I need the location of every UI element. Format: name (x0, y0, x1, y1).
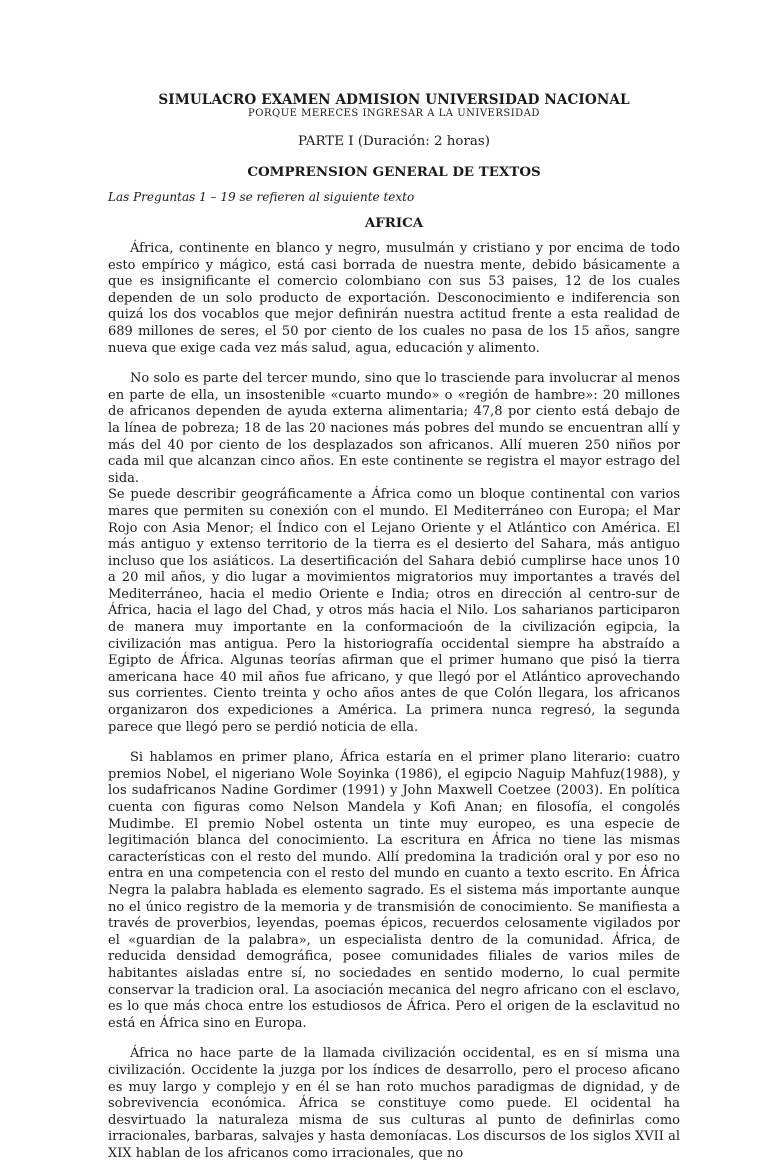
paragraph-3: Se puede describir geográficamente a África como un bloque continental con varios mares que permiten su conexión con el mundo. El Mediterráneo con Europa; el Mar Rojo con Asia Menor; el Índico con el Lejano Oriente y el Atlántico con América. El más antiguo y extenso territorio de la tierra es el desierto del Sahara, más antiguo incluso que los asiáticos. La desertificación del Sahara debió cumplirse hace unos 10 a 20 mil años, y dio lugar a movimientos migratorios muy importantes a través del Mediterráneo, hacia el medio Oriente e India; otros en dirección al centro-sur de África, hacia el lago del Chad, y otros más hacia el Nilo. Los saharianos participaron de manera muy importante en la conformacioón de la civilización egipcia, la civilización mas antigua. Pero la historiografía occidental siempre ha abstraído a Egipto de África. Algunas teorías afirman que el primer humano que pisó la tierra americana hace 40 mil años fue africano, y que llegó por el Atlántico aprovechando sus corrientes. Ciento treinta y ocho años antes de que Colón llegara, los africanos organizaron dos expediciones a América. La primera nunca regresó, la segunda parece que llegó pero se perdió noticia de ella. (108, 487, 680, 735)
exam-subtitle: PORQUE MERECES INGRESAR A LA UNIVERSIDAD (248, 108, 540, 119)
paragraph-4: Si hablamos en primer plano, África estaría en el primer plano literario: cuatro premios Nobel, el nigeriano Wole Soyinka (1986), el egipcio Naguip Mahfuz(1988), y los sudafricanos Nadine Gordimer (1991) y John Maxwell Coetzee (2003). En política cuenta con figuras como Nelson Mandela y Kofi Anan; en filosofía, el congolés Mudimbe. El premio Nobel ostenta un tinte muy europeo, es una especie de legitimación blanca del conocimiento. La escritura en África no tiene las mismas características con el resto del mundo. Allí predomina la tradición oral y por eso no entra en una competencia con el resto del mundo en cuanto a texto escrito. En África Negra la palabra hablada es elemento sagrado. Es el sistema más importante aunque no el único registro de la memoria y de transmisión de conocimiento. Se manifiesta a través de proverbios, leyendas, poemas épicos, recuerdos celosamente vigilados por el «guardian de la palabra», un especialista dentro de la comunidad. África, de reducida densidad demográfica, posee comunidades filiales de varios miles de habitantes aisladas entre sí, no sociedades en sentido moderno, lo cual permite conservar la tradicion oral. La asociación mecanica del negro africano con el esclavo, es lo que más choca entre los estudiosos de África. Pero el origen de la esclavitud no está en África sino en Europa. (108, 750, 680, 1031)
paragraph-1: África, continente en blanco y negro, musulmán y cristiano y por encima de todo esto empírico y mágico, está casi borrada de nuestra mente, debido básicamente a que es insignificante el comercio colombiano con sus 53 paises, 12 de los cuales dependen de un solo producto de exportación. Desconocimiento e indiferencia son quizá los dos vocablos que mejor definirán nuestra actitud frente a esta realidad de 689 millones de seres, el 50 por ciento de los cuales no pasa de los 15 años, sangre nueva que exige cada vez más salud, agua, educación y alimento. (108, 241, 680, 356)
part-heading: PARTE I (Duración: 2 horas) (298, 134, 490, 149)
paragraph-2: No solo es parte del tercer mundo, sino que lo trasciende para involucrar al menos en parte de ella, un insostenible «cuarto mundo» o «región de hambre»: 20 millones de africanos dependen de ayuda externa alimentaria; 47,8 por ciento está debajo de la línea de pobreza; 18 de las 20 naciones más pobres del mundo se encuentran allí y más del 40 por ciento de los desplazados son africanos. Allí mueren 250 niños por cada mil que alcanzan cinco años. En este continente se registra el mayor estrago del sida. (108, 371, 680, 486)
exam-title: SIMULACRO EXAMEN ADMISION UNIVERSIDAD NACIONAL (158, 92, 630, 108)
questions-intro: Las Preguntas 1 – 19 se refieren al siguiente texto (108, 190, 415, 204)
article-title: AFRICA (364, 215, 424, 231)
section-heading: COMPRENSION GENERAL DE TEXTOS (247, 164, 541, 180)
paragraph-5: África no hace parte de la llamada civilización occidental, es en sí misma una civilización. Occidente la juzga por los índices de desarrollo, pero el proceso aficano es muy largo y complejo y en él se han roto muchos paradigmas de dignidad, y de sobrevivencia económica. África se constituye como puede. El ocidental ha desvirtuado la naturaleza misma de sus culturas al punto de definirlas como irracionales, barbaras, salvajes y hasta demoníacas. Los discursos de los siglos XVII al XIX hablan de los africanos como irracionales, que no (108, 1046, 680, 1161)
